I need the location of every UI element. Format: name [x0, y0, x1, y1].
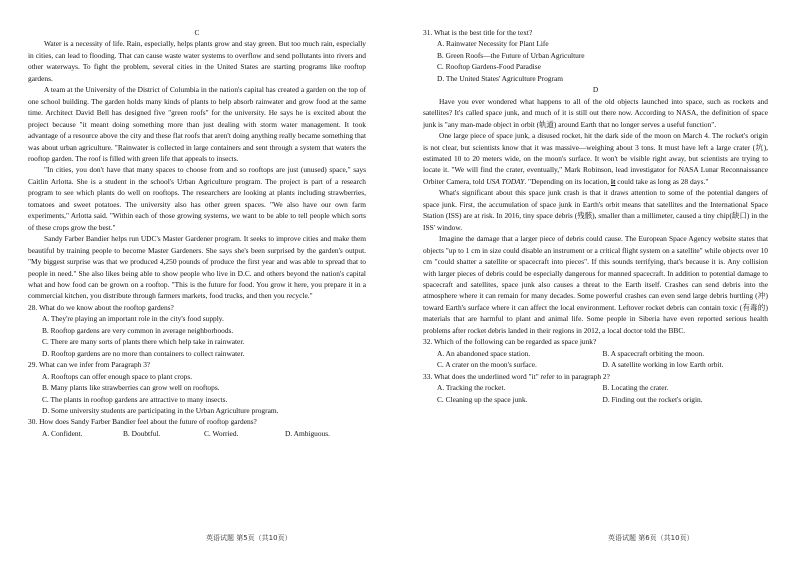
section-heading-c: C	[194, 28, 200, 37]
question-33-options-row-1	[423, 382, 768, 393]
question-30-option-a: A. Confident.	[42, 428, 83, 438]
question-29-option-b: B. Many plants like strawberries can grow well on rooftops.	[42, 383, 220, 393]
question-28-option-d: D. Rooftop gardens are no more than containers to collect rainwater.	[42, 348, 245, 358]
passage-d-paragraph-3: What's significant about this space junk crash is that it draws attention to some of the potential dangers of space junk. First, the accumulation of space junk in Earth's orbit means that satellites and the International Space Station (ISS) are at risk. In 2016, tiny space debris (残骸), smaller than a millimeter, caused a tiny chip(缺口) in the ISS' window.	[423, 188, 768, 232]
question-29-stem: 29. What can we infer from Paragraph 3?	[28, 360, 151, 370]
question-28-option-b: B. Rooftop gardens are very common in average neighborhoods.	[42, 325, 234, 335]
question-31-option-d: D. The United States' Agriculture Program	[437, 73, 563, 83]
left-page-footer: 英语试题 第5页（共10页）	[206, 534, 292, 542]
question-30-option-d: D. Ambiguous.	[285, 428, 330, 438]
question-28-option-a: A. They're playing an important role in the city's food supply.	[42, 314, 224, 324]
question-29-option-a: A. Rooftops can offer enough space to plant crops.	[42, 371, 193, 381]
question-33-option-d: D. Finding out the rocket's origin.	[602, 394, 703, 404]
question-33-option-a: A. Tracking the rocket.	[437, 383, 506, 393]
passage-d-paragraph-2	[423, 130, 768, 187]
paragraph-2-text-mid: . "Depending on its location,	[524, 176, 611, 186]
question-30-stem: 30. How does Sandy Farber Bandier feel about the future of rooftop gardens?	[28, 417, 257, 427]
question-30-option-b: B. Doubtful.	[123, 428, 161, 438]
question-32-options-row-2	[423, 359, 768, 370]
question-31-stem: 31. What is the best title for the text?	[423, 28, 533, 37]
question-30-option-c: C. Worried.	[204, 428, 239, 438]
question-32-option-b: B. A spacecraft orbiting the moon.	[602, 348, 705, 358]
underlined-word-it: it	[610, 176, 616, 186]
paragraph-2-text-start: One large piece of space junk, a disused rocket, hit the dark side of the moon on March 4. The rocket's origin is not clear, but scientists know that it was massive—weighing about 3 tons. It must have left a large crater (坑), estimated 10 to 20 meters wide, on the moon's surface. It won't be visible right away, but scientists are trying to locate it. "We will find the crater, eventually," Mark Robinson, lead investigator for NASA Lunar Reconnaissance Orbiter Camera, told	[423, 131, 768, 186]
question-31-option-a: A. Rainwater Necessity for Plant Life	[437, 39, 549, 49]
question-32-option-c: C. A crater on the moon's surface.	[437, 360, 537, 370]
paragraph-2-text-end: could take as long as 28 days."	[615, 176, 709, 186]
question-33-options-row-2	[423, 394, 768, 405]
passage-c-paragraph-4: Sandy Farber Bandier helps run UDC's Master Gardener program. It seeks to improve cities and make them beautiful by training people to become Master Gardeners. She says she's been surprised by the garden's output. "My biggest surprise was that we produced 4,250 pounds of produce the first year and was able to spread that to people in need." She also likes being able to show people who live in D.C. and others beyond the nation's capital what and how food can be grown on a rooftop. "This is the future for food. You grow it here, you prepare it in a commercial kitchen, you distribute through farmers markets, food trucks, and then you recycle."	[28, 234, 366, 301]
question-28-stem: 28. What do we know about the rooftop gardens?	[28, 302, 174, 312]
right-page-column	[423, 27, 768, 405]
passage-d-paragraph-1: Have you ever wondered what happens to all of the old objects launched into space, such as rockets and satellites? It's called space junk, and much of it is still out there now. According to NASA, the definition of space junk is "any man-made object in orbit (轨道) around Earth that no longer serves a useful function".	[423, 96, 768, 129]
passage-c-paragraph-1: Water is a necessity of life. Rain, especially, helps plants grow and stay green. But too much rain, especially in cities, can lead to flooding. That can cause waste water systems to overflow and send pollutants into rivers and other waterways. To fight the problem, several cities in the United States are starting programs like rooftop gardens.	[28, 39, 366, 83]
question-31-option-c: C. Rooftop Gardens-Food Paradise	[437, 62, 541, 72]
left-page-column	[28, 27, 366, 439]
section-heading-d: D	[592, 85, 599, 95]
right-page-footer: 英语试题 第6页（共10页）	[608, 534, 694, 542]
question-30-options	[28, 428, 366, 439]
passage-d-paragraph-4: Imagine the damage that a larger piece of debris could cause. The European Space Agency website states that objects "up to 1 cm in size could disable an instrument or a critical flight system on a satellite" while objects over 10 cm "could shatter a satellite or spacecraft into pieces". If this sounds terrifying, that's because it is. Any collision with larger pieces of debris could be especially dangerous for manned spacecraft. In addition to potential damage to spacecraft and satellites, space junk also causes a threat to the Earth itself. Crashes can send debris into the atmosphere where it can remain for many decades. Some powerful crashes can even send large debris hurtling (冲) toward Earth's surface where it can affect the local environment. Leftover rocket debris can contain toxic (有毒的) materials that are harmful to plant and animal life. Some people in Siberia have even reported serious health problems after rocket debris landed in their regions in 2012, a local doctor told the BBC.	[423, 234, 768, 335]
passage-c-paragraph-2: A team at the University of the District of Columbia in the nation's capital has created a garden on the top of one school building. The garden holds many kinds of plants to help absorb rainwater and grow food at the same time. Architect David Bell has designed five "green roofs" for the university. He says he is excited about the project because "it meant doing something more than just dealing with storm water management. It took advantage of a resource above the city and these flat roofs that aren't doing anything really became something that was about urban agriculture. "Rainwater is collected in large containers and sent through a system that waters the rooftop garden. The roof is filled with green life that appeals to insects.	[28, 85, 366, 163]
question-32-option-a: A. An abandoned space station.	[437, 348, 531, 358]
question-33-stem: 33. What does the underlined word "it" refer to in paragraph 2?	[423, 371, 610, 381]
question-29-option-c: C. The plants in rooftop gardens are attractive to many insects.	[42, 394, 228, 404]
question-28-option-c: C. There are many sorts of plants there which help take in rainwater.	[42, 337, 245, 347]
question-32-option-d: D. A satellite working in low Earth orbit.	[602, 360, 724, 370]
question-32-stem: 32. Which of the following can be regarded as space junk?	[423, 337, 597, 347]
question-33-option-b: B. Locating the crater.	[602, 383, 669, 393]
question-32-options-row-1	[423, 348, 768, 359]
newspaper-name: USA TODAY	[486, 176, 525, 186]
question-31-option-b: B. Green Roofs—the Future of Urban Agriculture	[437, 50, 585, 60]
question-29-option-d: D. Some university students are participating in the Urban Agriculture program.	[42, 405, 279, 415]
question-33-option-c: C. Cleaning up the space junk.	[437, 394, 528, 404]
passage-c-paragraph-3: "In cities, you don't have that many spaces to choose from and so rooftops are just (unused) space," says Caitlin Arlotta. She is a student in the school's Urban Agriculture program. The project is part of a research program to see which plants do well on rooftops. The researchers are looking at plants including strawberries, tomatoes and sweet potatoes. The university also has other green spaces. "We also have our own farm experiments," Arlotta said. "Within each of those growing systems, we want to be able to tell people which sorts of these crops grow the best."	[28, 165, 366, 232]
